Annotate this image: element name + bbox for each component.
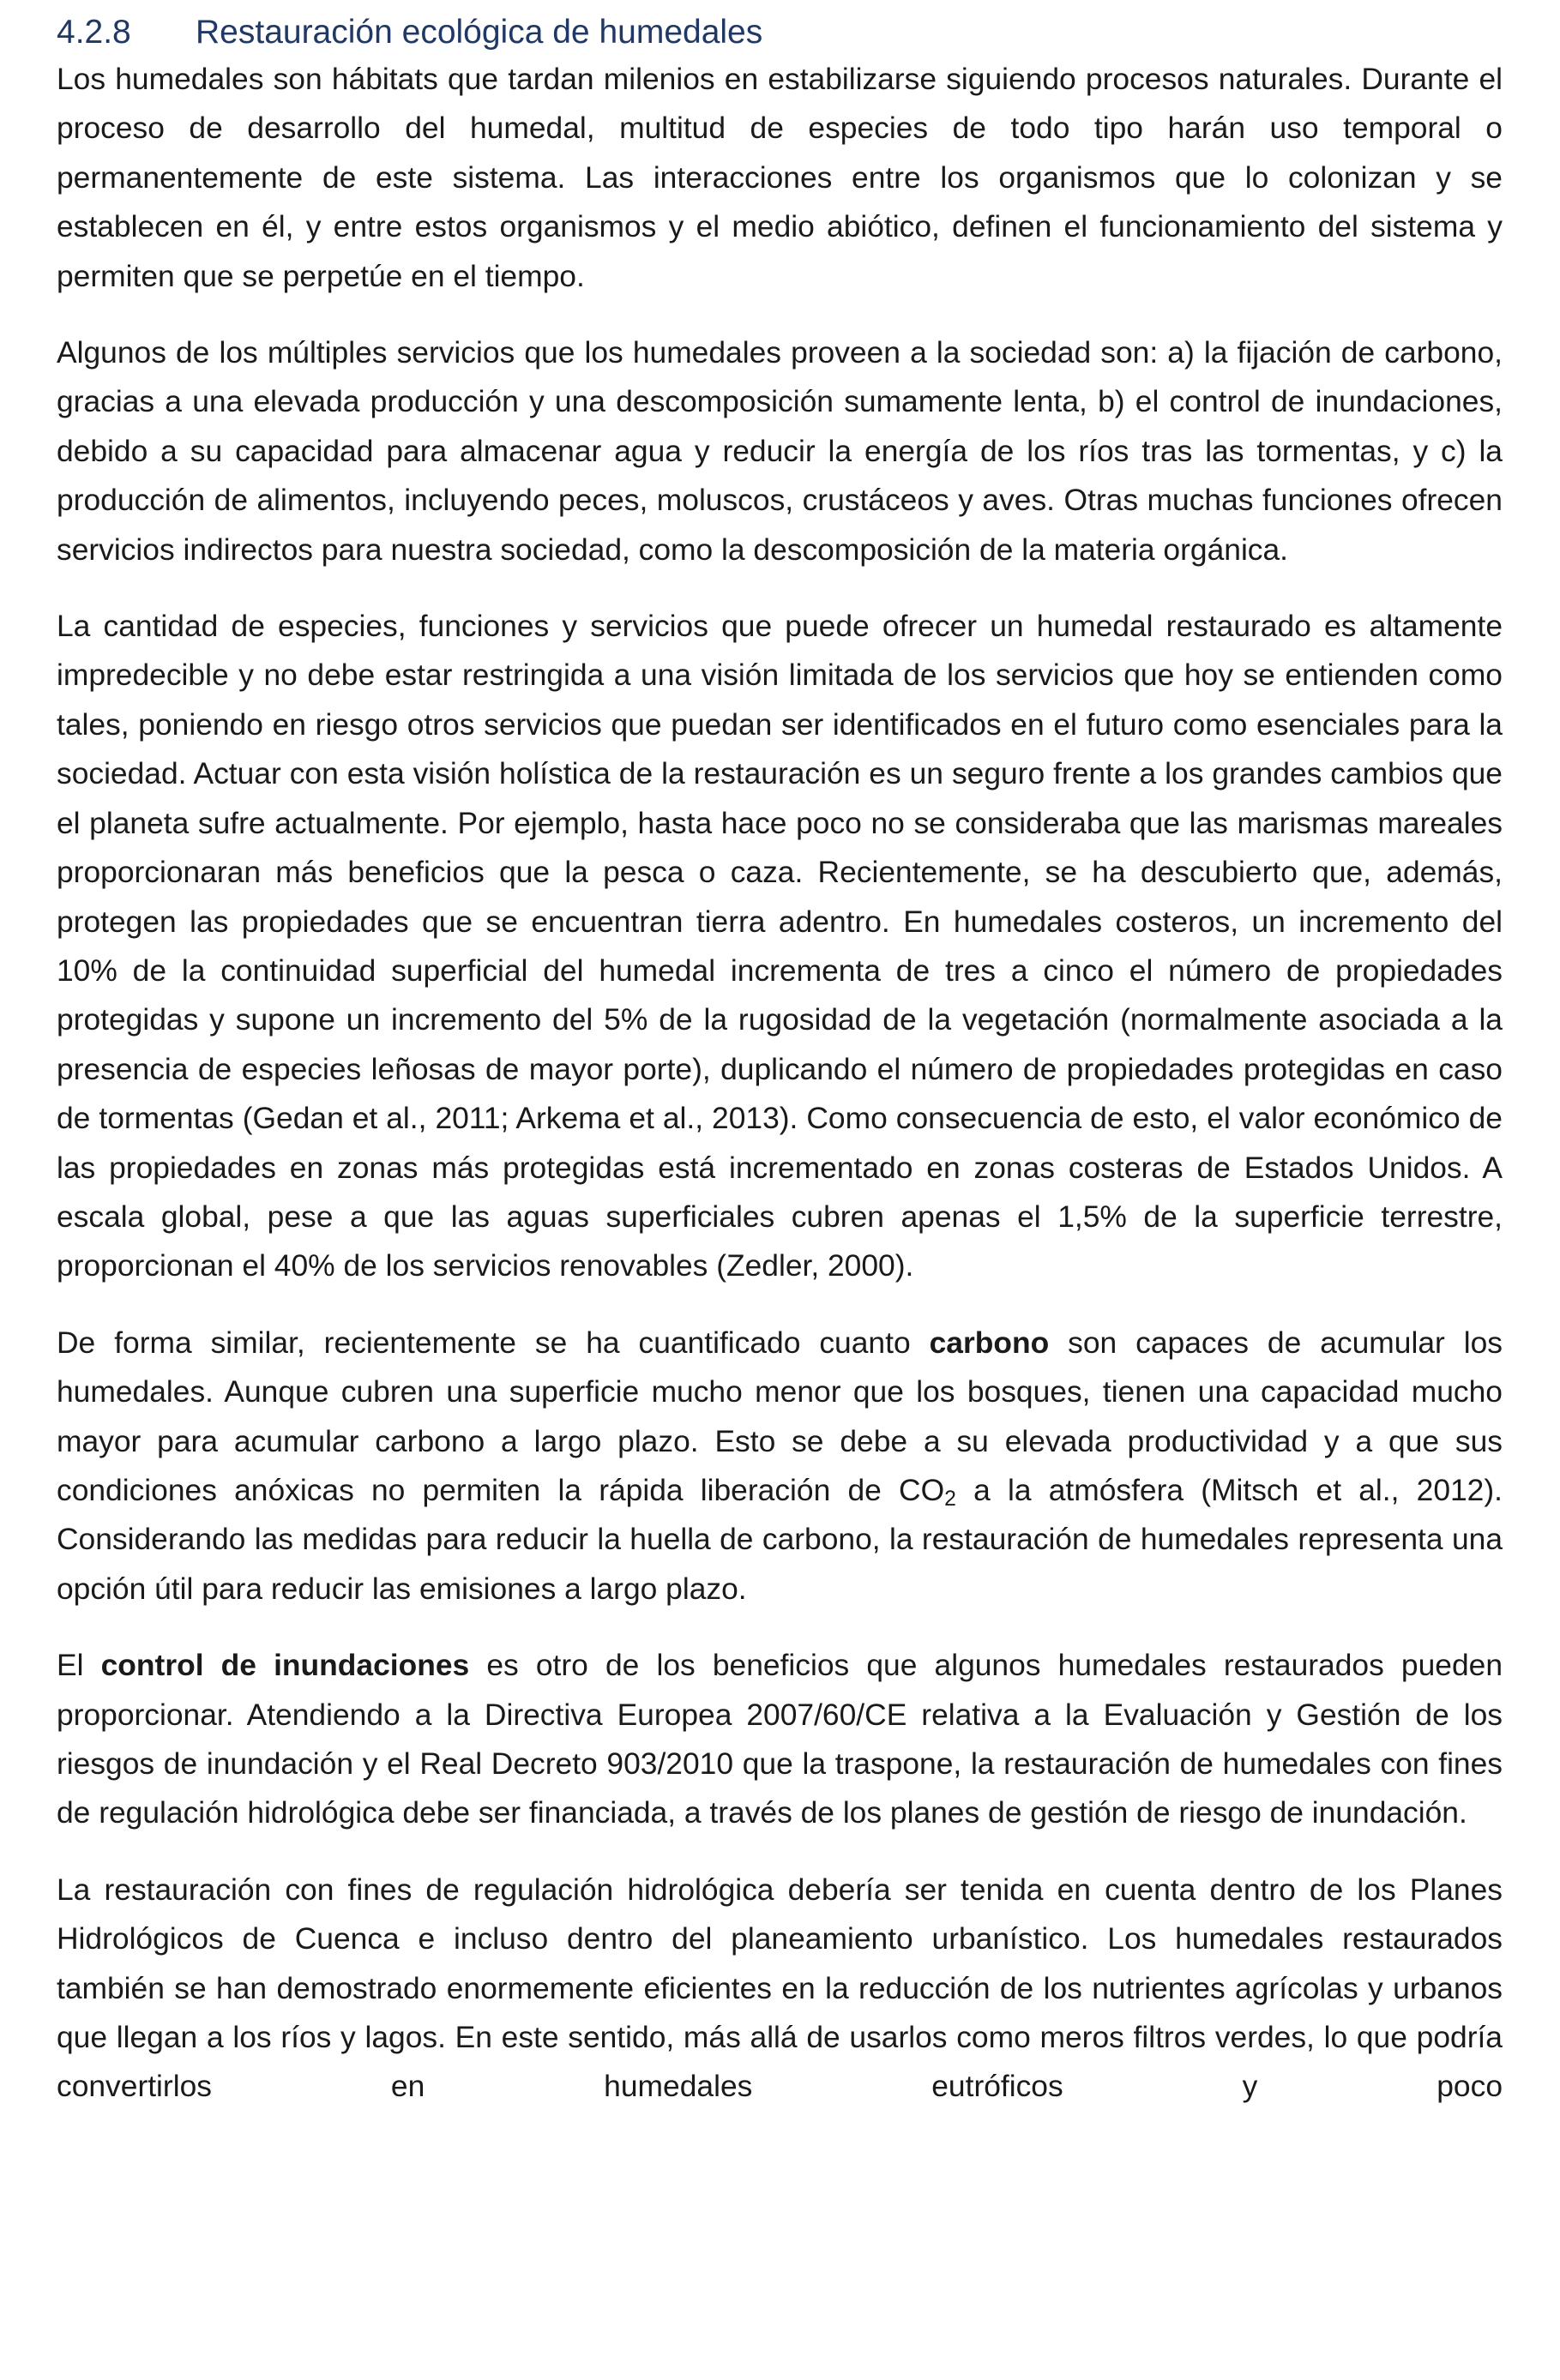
section-title: Restauración ecológica de humedales — [196, 14, 763, 51]
text-run: El — [57, 1648, 101, 1683]
text-run: es otro de los beneficios que algunos humedales restaurados pueden proporcionar. Atendiendo a la Directiva Europea 2007/60/CE relativa a la Evaluación y Gestión de los riesgos de inundación y el Real Decreto 903/2010 que la traspone, la restauración de humedales con fines de regulación hidrológica debe ser financiada, a través de los planes de gestión de riesgo de inundación. — [57, 1648, 1503, 1830]
paragraph-carbon — [57, 1319, 1503, 1614]
bold-term-control-de-inundaciones: control de inundaciones — [100, 1648, 470, 1683]
paragraph-wetland-habitats: Los humedales son hábitats que tardan milenios en estabilizarse siguiendo procesos naturales. Durante el proceso de desarrollo del humedal, multitud de especies de todo tipo harán uso temporal o permanentemente de este sistema. Las interacciones entre los organismos que lo colonizan y se establecen en él, y entre estos organismos y el medio abiótico, definen el funcionamiento del sistema y permiten que se perpetúe en el tiempo. — [57, 62, 1503, 293]
text-run: son capaces de acumular los humedales. Aunque cubren una superficie mucho menor que los bosques, tienen una capacidad mucho mayor para acumular carbono a largo plazo. Esto se debe a su elevada productividad y a que sus condiciones anóxicas no permiten la rápida liberación de CO — [57, 1325, 1503, 1507]
document-page — [57, 0, 1503, 2139]
paragraph-restored-wetland-value: La cantidad de especies, funciones y servicios que puede ofrecer un humedal restaurado es altamente impredecible y no debe estar restringida a una visión limitada de los servicios que hoy se entienden como tales, poniendo en riesgo otros servicios que puedan ser identificados en el futuro como esenciales para la sociedad. Actuar con esta visión holística de la restauración es un seguro frente a los grandes cambios que el planeta sufre actualmente. Por ejemplo, hasta hace poco no se consideraba que las marismas mareales proporcionaran más beneficios que la pesca o caza. Recientemente, se ha descubierto que, además, protegen las propiedades que se encuentran tierra adentro. En humedales costeros, un incremento del 10% de la continuidad superficial del humedal incrementa de tres a cinco el número de propiedades protegidas y supone un incremento del 5% de la rugosidad de la vegetación (normalmente asociada a la presencia de especies leñosas de mayor porte), duplicando el número de propiedades protegidas en caso de tormentas (Gedan et al., 2011; Arkema et al., 2013). Como consecuencia de esto, el valor económico de las propiedades en zonas más protegidas está incrementado en zonas costeras de Estados Unidos. A escala global, pese a que las aguas superficiales cubren apenas el 1,5% de la superficie terrestre, proporcionan el 40% de los servicios renovables (Zedler, 2000). — [57, 609, 1503, 1283]
bold-term-carbono: carbono — [929, 1325, 1050, 1360]
text-run: a la atmósfera (Mitsch et al., 2012). Considerando las medidas para reducir la huella de carbono, la restauración de humedales representa una opción útil para reducir las emisiones a largo plazo. — [57, 1472, 1503, 1606]
paragraph-flood-control — [57, 1641, 1503, 1838]
text-run: De forma similar, recientemente se ha cuantificado cuanto — [57, 1325, 930, 1360]
subscript-2: 2 — [944, 1488, 956, 1512]
paragraph-hydrological-regulation: La restauración con fines de regulación hidrológica debería ser tenida en cuenta dentro de los Planes Hidrológicos de Cuenca e incluso dentro del planeamiento urbanístico. Los humedales restaurados también se han demostrado enormemente eficientes en la reducción de los nutrientes agrícolas y urbanos que llegan a los ríos y lagos. En este sentido, más allá de usarlos como meros filtros verdes, lo que podría convertirlos en humedales eutróficos y poco — [57, 1872, 1503, 2104]
section-heading — [57, 0, 1503, 55]
paragraph-ecosystem-services: Algunos de los múltiples servicios que los humedales proveen a la sociedad son: a) la fijación de carbono, gracias a una elevada producción y una descomposición sumamente lenta, b) el control de inundaciones, debido a su capacidad para almacenar agua y reducir la energía de los ríos tras las tormentas, y c) la producción de alimentos, incluyendo peces, moluscos, crustáceos y aves. Otras muchas funciones ofrecen servicios indirectos para nuestra sociedad, como la descomposición de la materia orgánica. — [57, 335, 1503, 567]
section-number: 4.2.8 — [57, 14, 131, 51]
